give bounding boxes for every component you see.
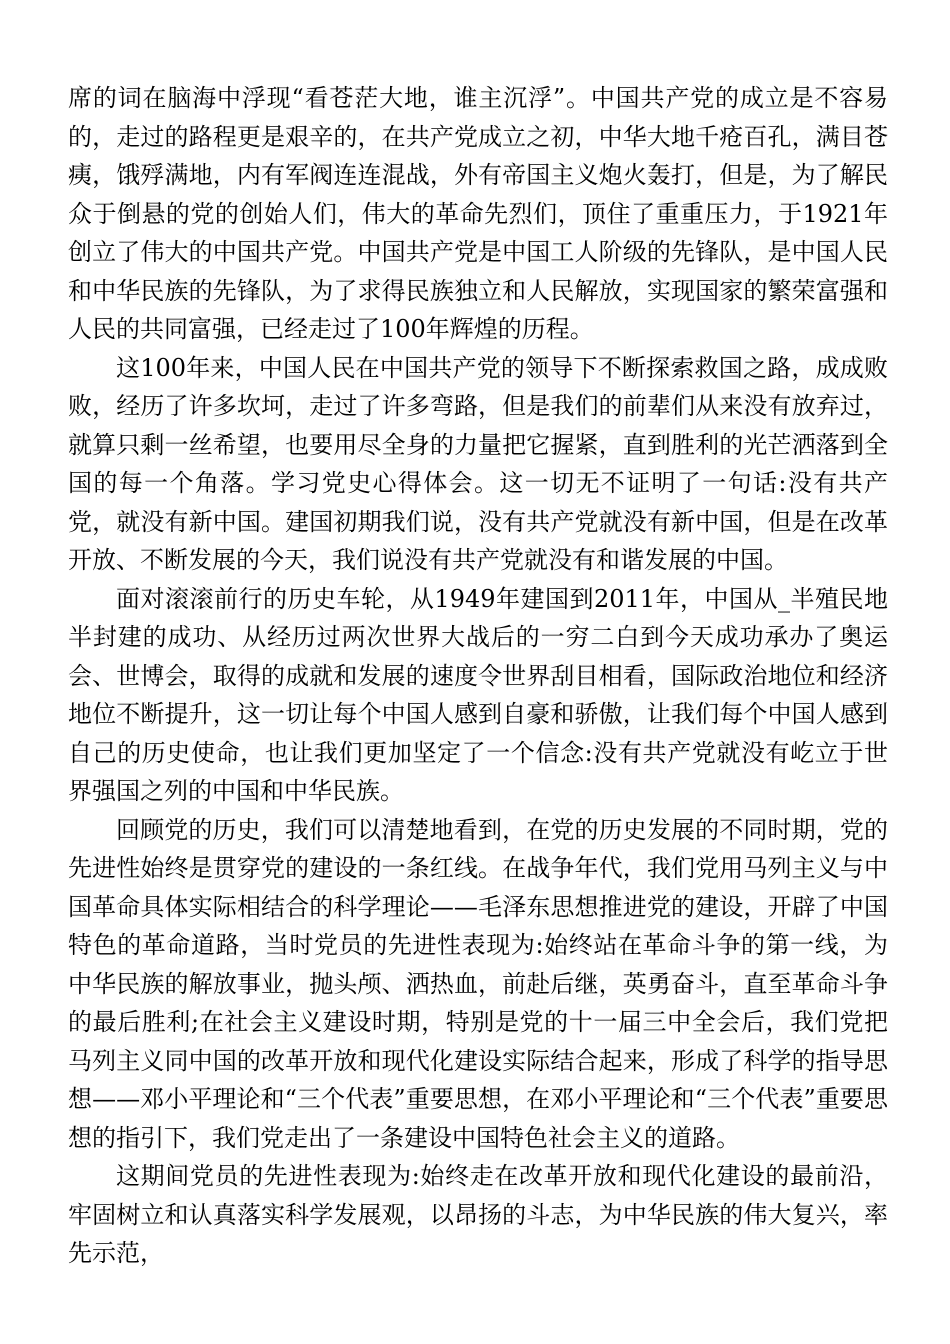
paragraph-5: 这期间党员的先进性表现为:始终走在改革开放和现代化建设的最前沿，牢固树立和认真落实科学发展观，以昂扬的斗志，为中华民族的伟大复兴，率先示范， [68,1162,888,1267]
paragraph-1-continued: 席的词在脑海中浮现“看苍茫大地，谁主沉浮”。中国共产党的成立是不容易的，走过的路程更是艰辛的，在共产党成立之初，中华大地千疮百孔，满目苍痍，饿殍满地，内有军阀连连混战，外有帝国主义炮火轰打，但是，为了解民众于倒悬的党的创始人们，伟大的革命先烈们，顶住了重重压力，于1921年创立了伟大的中国共产党。中国共产党是中国工人阶级的先锋队，是中国人民和中华民族的先锋队，为了求得民族独立和人民解放，实现国家的繁荣富强和人民的共同富强，已经走过了100年辉煌的历程。 [68,84,888,343]
paragraph-2: 这100年来，中国人民在中国共产党的领导下不断探索救国之路，成成败败，经历了许多坎坷，走过了许多弯路，但是我们的前辈们从来没有放弃过，就算只剩一丝希望，也要用尽全身的力量把它握紧，直到胜利的光芒洒落到全国的每一个角落。学习党史心得体会。这一切无不证明了一句话:没有共产党，就没有新中国。建国初期我们说，没有共产党就没有新中国，但是在改革开放、不断发展的今天，我们说没有共产党就没有和谐发展的中国。 [68,353,888,574]
paragraph-4: 回顾党的历史，我们可以清楚地看到，在党的历史发展的不同时期，党的先进性始终是贯穿党的建设的一条红线。在战争年代，我们党用马列主义与中国革命具体实际相结合的科学理论——毛泽东思想推进党的建设，开辟了中国特色的革命道路，当时党员的先进性表现为:始终站在革命斗争的第一线，为中华民族的解放事业，抛头颅、洒热血，前赴后继，英勇奋斗，直至革命斗争的最后胜利;在社会主义建设时期，特别是党的十一届三中全会后，我们党把马列主义同中国的改革开放和现代化建设实际结合起来，形成了科学的指导思想——邓小平理论和“三个代表”重要思想，在邓小平理论和“三个代表”重要思想的指引下，我们党走出了一条建设中国特色社会主义的道路。 [68,815,888,1152]
document-page [68,79,888,1273]
paragraph-3: 面对滚滚前行的历史车轮，从1949年建国到2011年，中国从_半殖民地半封建的成功、从经历过两次世界大战后的一穷二白到今天成功承办了奥运会、世博会，取得的成就和发展的速度令世界刮目相看，国际政治地位和经济地位不断提升，这一切让每个中国人感到自豪和骄傲，让我们每个中国人感到自己的历史使命，也让我们更加坚定了一个信念:没有共产党就没有屹立于世界强国之列的中国和中华民族。 [68,584,888,805]
